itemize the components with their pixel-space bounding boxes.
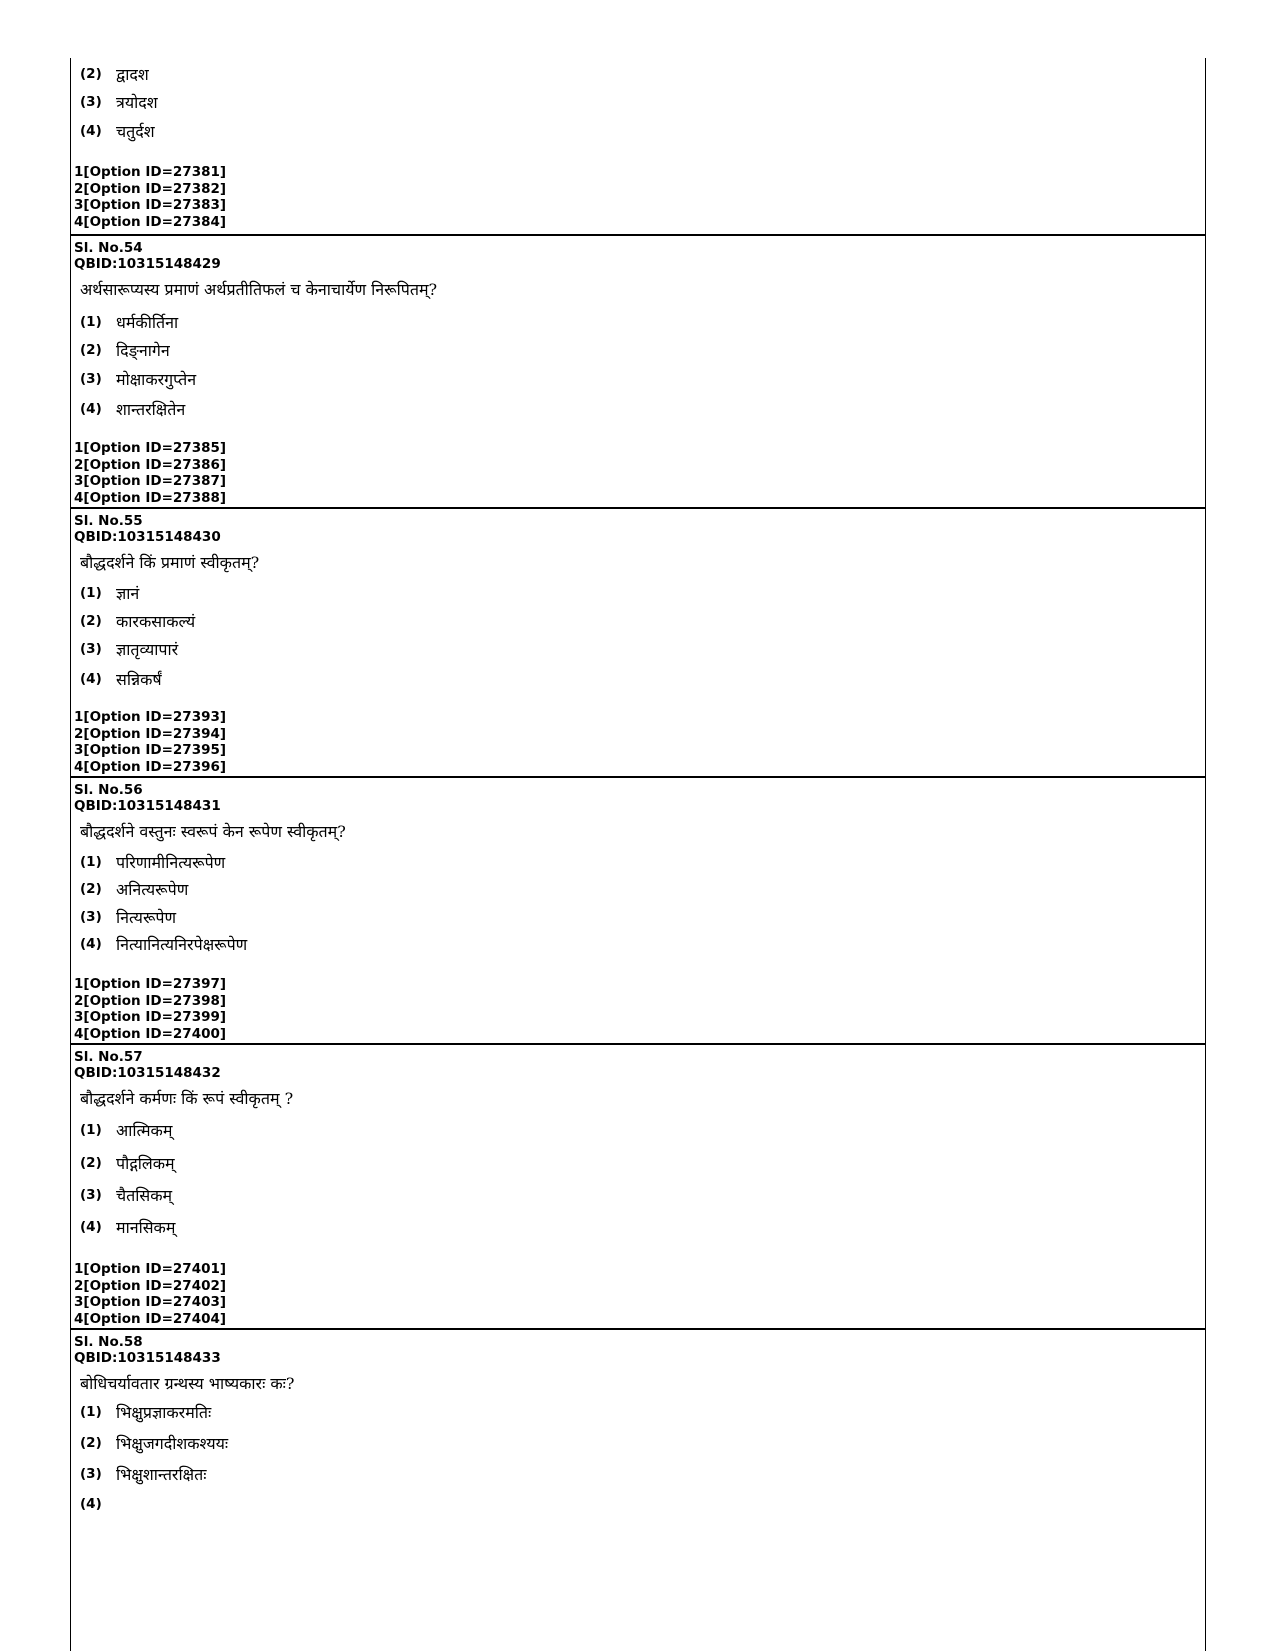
serial-number: Sl. No.58 [74, 1334, 143, 1350]
option-id: 4[Option ID=27396] [74, 758, 227, 775]
question-block-54 [71, 234, 1205, 509]
option-id-list [74, 976, 226, 1042]
option-id-list [74, 709, 226, 775]
option-text: परिणामीनित्यरूपेण [116, 853, 226, 872]
question-text: बौद्धदर्शने कर्मणः किं रूपं स्वीकृतम् ? [80, 1089, 294, 1108]
option-text: भिक्षुप्रज्ञाकरमतिः [116, 1403, 212, 1422]
option-text: नित्यरूपेण [116, 908, 177, 927]
option-number: (2) [80, 881, 102, 897]
option-text: पौद्गलिकम् [116, 1154, 175, 1173]
question-text: बौद्धदर्शने वस्तुनः स्वरूपं केन रूपेण स्वीकृतम्? [80, 822, 346, 841]
option-text: ज्ञानं [116, 584, 140, 603]
option-number: (3) [80, 94, 102, 110]
option-text: अनित्यरूपेण [116, 880, 189, 899]
option-text: शान्तरक्षितेन [116, 400, 186, 419]
option-text: द्वादश [116, 65, 149, 84]
option-id: 2[Option ID=27398] [74, 992, 227, 1009]
option-id: 4[Option ID=27388] [74, 489, 227, 506]
option-id: 1[Option ID=27381] [74, 164, 227, 180]
option-number: (1) [80, 1122, 102, 1138]
question-bank-id: QBID:10315148430 [74, 529, 221, 545]
option-number: (1) [80, 854, 102, 870]
option-row [80, 91, 158, 113]
option-id: 4[Option ID=27400] [74, 1025, 227, 1042]
question-text: बौद्धदर्शने किं प्रमाणं स्वीकृतम्? [80, 553, 260, 572]
serial-number: Sl. No.56 [74, 782, 143, 798]
option-row [80, 851, 225, 873]
serial-number: Sl. No.57 [74, 1049, 143, 1065]
option-id: 4[Option ID=27404] [74, 1310, 227, 1327]
option-number: (4) [80, 123, 102, 139]
option-id: 3[Option ID=27387] [74, 473, 227, 489]
option-id-list [74, 1261, 226, 1327]
option-row [80, 668, 162, 690]
option-text: भिक्षुजगदीशकश्ययः [116, 1434, 229, 1453]
question-text: अर्थसारूप्यस्य प्रमाणं अर्थप्रतीतिफलं च केनाचार्येण निरूपितम्? [80, 280, 438, 299]
option-number: (4) [80, 1219, 102, 1235]
option-row [80, 1216, 175, 1238]
option-text: धर्मकीर्तिना [116, 313, 179, 332]
serial-number: Sl. No.55 [74, 513, 143, 529]
option-number: (4) [80, 1495, 102, 1512]
question-bank-id: QBID:10315148432 [74, 1065, 221, 1081]
question-text: बोधिचर्यावतार ग्रन्थस्य भाष्यकारः कः? [80, 1374, 295, 1393]
option-id: 2[Option ID=27382] [74, 180, 227, 197]
option-row [80, 1184, 172, 1206]
option-number: (4) [80, 671, 102, 687]
option-id: 2[Option ID=27394] [74, 725, 227, 742]
option-id: 3[Option ID=27383] [74, 197, 227, 213]
option-row [80, 582, 139, 604]
question-paper-sheet [70, 58, 1206, 1651]
option-row [80, 1493, 116, 1515]
option-id: 1[Option ID=27401] [74, 1261, 227, 1277]
option-text: नित्यानित्यनिरपेक्षरूपेण [116, 935, 248, 954]
option-row [80, 339, 170, 361]
option-text: चतुर्दश [116, 122, 155, 141]
option-id: 2[Option ID=27386] [74, 456, 227, 473]
option-row [80, 1152, 175, 1174]
option-row [80, 368, 196, 390]
option-id: 1[Option ID=27385] [74, 440, 227, 456]
option-text: ज्ञातृव्यापारं [116, 640, 179, 659]
option-row [80, 63, 149, 85]
option-row [80, 933, 247, 955]
option-text: भिक्षुशान्तरक्षितः [116, 1465, 207, 1484]
option-number: (3) [80, 1187, 102, 1203]
option-text: चैतसिकम् [116, 1186, 173, 1205]
option-row [80, 1463, 206, 1485]
option-text: त्रयोदश [116, 93, 158, 112]
option-number: (2) [80, 342, 102, 358]
question-block-58 [71, 1328, 1205, 1630]
serial-number: Sl. No.54 [74, 240, 143, 256]
option-number: (3) [80, 909, 102, 925]
question-bank-id: QBID:10315148429 [74, 256, 221, 272]
option-id: 1[Option ID=27393] [74, 709, 227, 725]
option-row [80, 878, 188, 900]
question-block-57 [71, 1043, 1205, 1330]
option-text: आत्मिकम् [116, 1121, 173, 1140]
option-id: 3[Option ID=27403] [74, 1294, 227, 1310]
option-id-list [74, 440, 226, 506]
option-id-list [74, 164, 226, 230]
option-text: मोक्षाकरगुप्तेन [116, 370, 197, 389]
option-id: 4[Option ID=27384] [74, 213, 227, 230]
option-number: (4) [80, 936, 102, 952]
option-row [80, 906, 176, 928]
option-number: (2) [80, 66, 102, 82]
option-text: मानसिकम् [116, 1218, 176, 1237]
option-row [80, 1401, 211, 1423]
option-text: सन्निकर्षं [116, 670, 162, 689]
question-bank-id: QBID:10315148431 [74, 798, 221, 814]
option-row [80, 638, 178, 660]
option-number: (3) [80, 641, 102, 657]
option-row [80, 1432, 228, 1454]
option-number: (4) [80, 401, 102, 417]
option-number: (1) [80, 314, 102, 330]
option-id: 1[Option ID=27397] [74, 976, 227, 992]
option-id: 3[Option ID=27399] [74, 1009, 227, 1025]
option-row [80, 311, 178, 333]
option-text: दिङ्नागेन [116, 341, 170, 360]
option-row [80, 398, 185, 420]
option-id: 2[Option ID=27402] [74, 1277, 227, 1294]
option-number: (2) [80, 613, 102, 629]
question-block-56 [71, 776, 1205, 1045]
option-id: 3[Option ID=27395] [74, 742, 227, 758]
option-number: (2) [80, 1155, 102, 1171]
option-number: (2) [80, 1435, 102, 1451]
option-text: कारकसाकल्यं [116, 612, 196, 631]
option-number: (1) [80, 585, 102, 601]
option-row [80, 1119, 172, 1141]
option-number: (3) [80, 1466, 102, 1482]
option-number: (3) [80, 371, 102, 387]
option-row [80, 610, 195, 632]
option-row [80, 120, 155, 142]
question-bank-id: QBID:10315148433 [74, 1350, 221, 1366]
option-number: (1) [80, 1404, 102, 1420]
question-block-continued [71, 58, 1205, 234]
question-block-55 [71, 507, 1205, 778]
